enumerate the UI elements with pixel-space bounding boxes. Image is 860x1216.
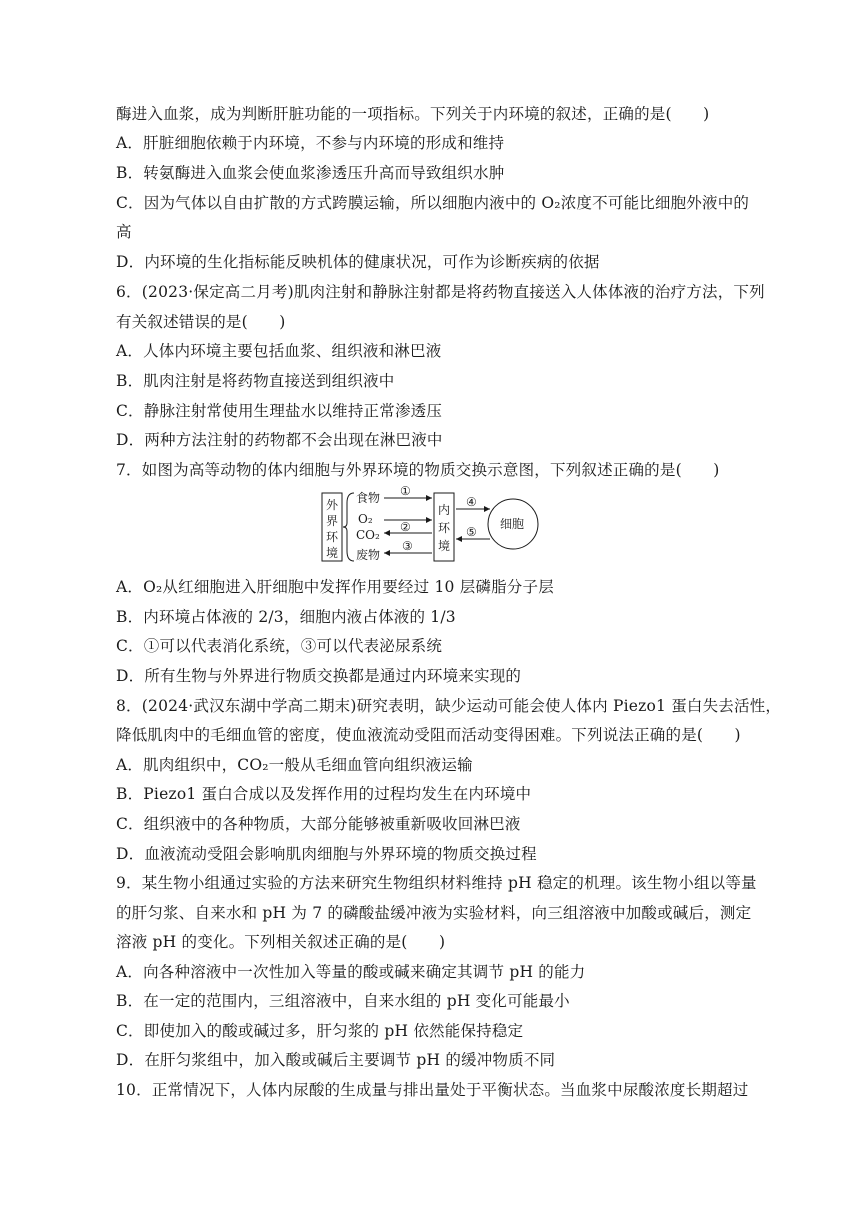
option-c-cont: 高 [116,223,132,241]
label-4: ④ [466,495,477,509]
question-9-cont: 的肝匀浆、自来水和 pH 为 7 的磷酸盐缓冲液为实验材料，向三组溶液中加酸或碱后，测定 [116,904,752,922]
label-1: ① [400,484,411,498]
question-7: 7．如图为高等动物的体内细胞与外界环境的物质交换示意图，下列叙述正确的是( ) [116,461,720,479]
arrow-3-head [384,550,390,556]
inner-env-char: 内 [438,503,451,517]
question-9: 9．某生物小组通过实验的方法来研究生物组织材料维持 pH 稳定的机理。该生物小组以等量 [116,874,757,892]
outer-env-char: 境 [326,546,339,560]
question-6-cont: 有关叙述错误的是( ) [116,313,286,331]
option-b: B．内环境占体液的 2/3，细胞内液占体液的 1/3 [116,608,456,626]
label-5: ⑤ [466,525,477,539]
option-b: B．在一定的范围内，三组溶液中，自来水组的 pH 变化可能最小 [116,992,570,1010]
brace [343,493,354,561]
option-a: A．肝脏细胞依赖于内环境，不参与内环境的形成和维持 [116,134,505,152]
option-a: A．向各种溶液中一次性加入等量的酸或碱来确定其调节 pH 的能力 [116,963,586,981]
co2-label: CO₂ [356,528,380,542]
label-3: ③ [402,539,413,553]
option-a: A．肌肉组织中，CO₂一般从毛细血管向组织液运输 [116,756,473,774]
material-exchange-diagram [320,484,550,567]
text-line: 酶进入血浆，成为判断肝脏功能的一项指标。下列关于内环境的叙述，正确的是( ) [116,105,710,123]
option-c: C．即使加入的酸或碱过多，肝匀浆的 pH 依然能保持稳定 [116,1022,524,1040]
option-d: D．内环境的生化指标能反映机体的健康状况，可作为诊断疾病的依据 [116,253,600,271]
outer-env-char: 环 [326,530,339,544]
option-d: D．血液流动受阻会影响肌肉细胞与外界环境的物质交换过程 [116,845,537,863]
outer-env-char: 界 [326,514,339,528]
option-b: B．转氨酶进入血浆会使血浆渗透压升高而导致组织水肿 [116,164,505,182]
option-d: D．在肝匀浆组中，加入酸或碱后主要调节 pH 的缓冲物质不同 [116,1051,556,1069]
question-8: 8．(2024·武汉东湖中学高二期末)研究表明，缺少运动可能会使人体内 Piezo1 蛋白失去活性， [116,697,782,715]
option-a: A．人体内环境主要包括血浆、组织液和淋巴液 [116,342,442,360]
option-a: A．O₂从红细胞进入肝细胞中发挥作用要经过 10 层磷脂分子层 [116,578,554,596]
arrow-2-out-head [384,530,390,536]
inner-env-char: 境 [438,539,451,553]
inner-env-char: 环 [438,521,451,535]
o2-label: O₂ [358,512,373,526]
option-b: B．肌肉注射是将药物直接送到组织液中 [116,372,395,390]
option-b: B．Piezo1 蛋白合成以及发挥作用的过程均发生在内环境中 [116,785,532,803]
outer-env-char: 外 [326,498,339,512]
option-d: D．所有生物与外界进行物质交换都是通过内环境来实现的 [116,667,522,685]
diagram-svg [320,484,550,567]
question-6: 6．(2023·保定高二月考)肌肉注射和静脉注射都是将药物直接送入人体体液的治疗方法，下列 [116,283,765,301]
arrow-1-head [426,495,432,501]
arrow-5-head [456,536,462,542]
waste-label: 废物 [356,548,381,562]
question-10: 10．正常情况下，人体内尿酸的生成量与排出量处于平衡状态。当血浆中尿酸浓度长期超过 [116,1081,749,1099]
option-c: C．组织液中的各种物质，大部分能够被重新吸收回淋巴液 [116,815,521,833]
label-2: ② [400,520,411,534]
question-9-cont: 溶液 pH 的变化。下列相关叙述正确的是( ) [116,933,446,951]
food-label: 食物 [356,491,381,505]
cell-label: 细胞 [500,517,525,531]
option-c: C．静脉注射常使用生理盐水以维持正常渗透压 [116,402,443,420]
question-8-cont: 降低肌肉中的毛细血管的密度，使血液流动受阻而活动变得困难。下列说法正确的是( ) [116,726,741,744]
option-d: D．两种方法注射的药物都不会出现在淋巴液中 [116,431,443,449]
arrow-2-in-head [426,517,432,523]
option-c: C．①可以代表消化系统，③可以代表泌尿系统 [116,637,443,655]
option-c: C．因为气体以自由扩散的方式跨膜运输，所以细胞内液中的 O₂浓度不可能比细胞外液中的 [116,194,750,212]
arrow-4-head [484,506,490,512]
